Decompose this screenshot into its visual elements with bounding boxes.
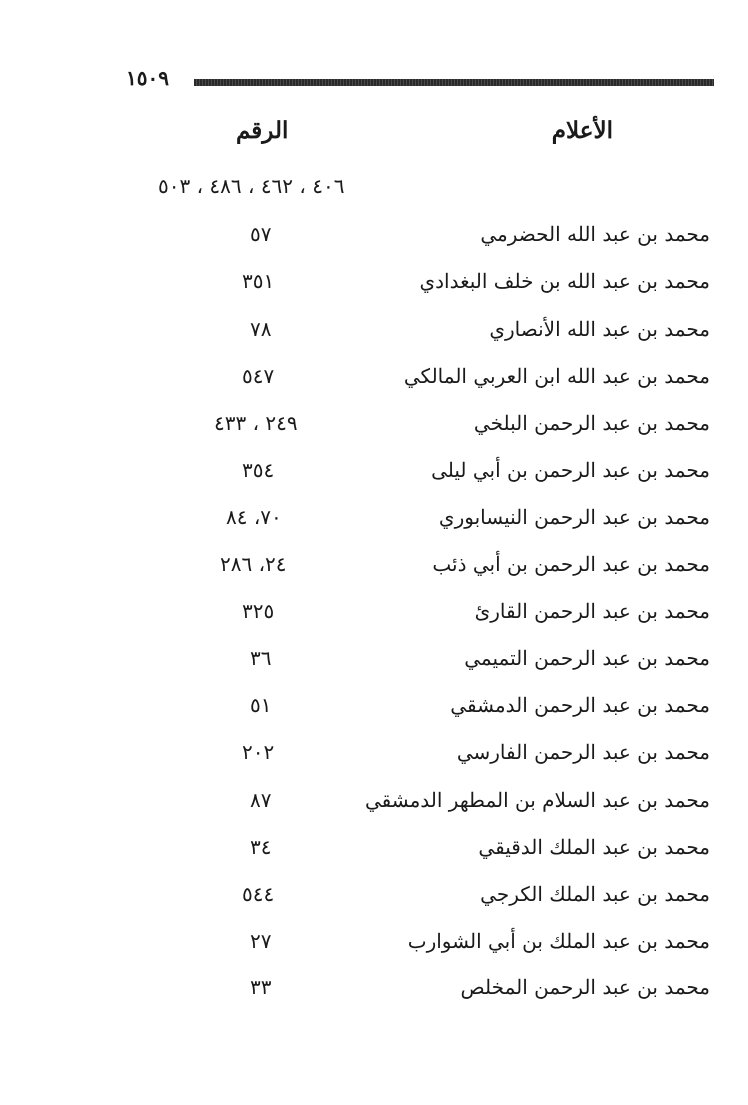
entry-numbers: ٧٨ <box>250 317 272 341</box>
entry-name: محمد بن عبد السلام بن المطهر الدمشقي <box>364 788 710 812</box>
entry-name: محمد بن عبد الرحمن بن أبي ليلى <box>431 458 710 482</box>
column-header-names: الأعلام <box>551 117 613 144</box>
entry-name: محمد بن عبد الله ابن العربي المالكي <box>403 364 710 388</box>
entry-name: محمد بن عبد الملك بن أبي الشوارب <box>407 929 710 953</box>
entry-numbers: ٣٤ <box>250 835 272 859</box>
entry-numbers: ٥٧ <box>250 222 272 246</box>
entry-name: محمد بن عبد الرحمن الدمشقي <box>450 693 710 717</box>
entry-name: محمد بن عبد الرحمن القارئ <box>474 599 710 623</box>
entry-numbers: ٥٤٤ <box>242 882 275 906</box>
index-entry <box>0 358 748 394</box>
entry-numbers: ٢٤٩ ، ٤٣٣ <box>214 411 298 435</box>
entry-numbers: ٥١ <box>250 693 272 717</box>
page-number: ١٥٠٩ <box>126 66 169 90</box>
entry-numbers: ٧٠، ٨٤ <box>226 505 282 529</box>
index-entry <box>0 499 748 535</box>
entry-numbers: ٢٤، ٢٨٦ <box>220 552 287 576</box>
entry-name: محمد بن عبد الملك الدقيقي <box>478 835 710 859</box>
entry-numbers: ٨٧ <box>250 788 272 812</box>
index-entry <box>0 876 748 912</box>
index-entry <box>0 923 748 959</box>
entry-name: محمد بن عبد الرحمن المخلص <box>460 975 710 999</box>
continuation-row <box>0 168 748 204</box>
index-entry <box>0 782 748 818</box>
entry-name: محمد بن عبد الرحمن النيسابوري <box>438 505 710 529</box>
index-entry <box>0 969 748 1005</box>
entry-name: محمد بن عبد الله الحضرمي <box>480 222 710 246</box>
entry-numbers: ٥٤٧ <box>242 364 275 388</box>
entry-numbers: ٣٥٤ <box>242 458 275 482</box>
continuation-numbers: ٤٠٦ ، ٤٦٢ ، ٤٨٦ ، ٥٠٣ <box>158 174 345 198</box>
index-entry <box>0 452 748 488</box>
index-entry <box>0 687 748 723</box>
entry-numbers: ٢٧ <box>250 929 272 953</box>
index-entry <box>0 311 748 347</box>
entry-name: محمد بن عبد الملك الكرجي <box>480 882 710 906</box>
index-entry <box>0 734 748 770</box>
entry-name: محمد بن عبد الله بن خلف البغدادي <box>419 269 710 293</box>
entry-numbers: ٣٢٥ <box>242 599 275 623</box>
index-entry <box>0 405 748 441</box>
entry-name: محمد بن عبد الرحمن بن أبي ذئب <box>432 552 710 576</box>
index-entry <box>0 263 748 299</box>
index-entry <box>0 546 748 582</box>
entry-name: محمد بن عبد الله الأنصاري <box>489 317 710 341</box>
entry-numbers: ٢٠٢ <box>242 740 275 764</box>
entry-numbers: ٣٦ <box>250 646 272 670</box>
entry-name: محمد بن عبد الرحمن الفارسي <box>456 740 710 764</box>
index-entry <box>0 640 748 676</box>
column-header-numbers: الرقم <box>236 117 289 144</box>
entry-numbers: ٣٥١ <box>242 269 275 293</box>
entry-numbers: ٣٣ <box>250 975 272 999</box>
entry-name: محمد بن عبد الرحمن التميمي <box>464 646 710 670</box>
entry-name: محمد بن عبد الرحمن البلخي <box>473 411 710 435</box>
index-entry <box>0 593 748 629</box>
index-entry <box>0 216 748 252</box>
index-entry <box>0 829 748 865</box>
